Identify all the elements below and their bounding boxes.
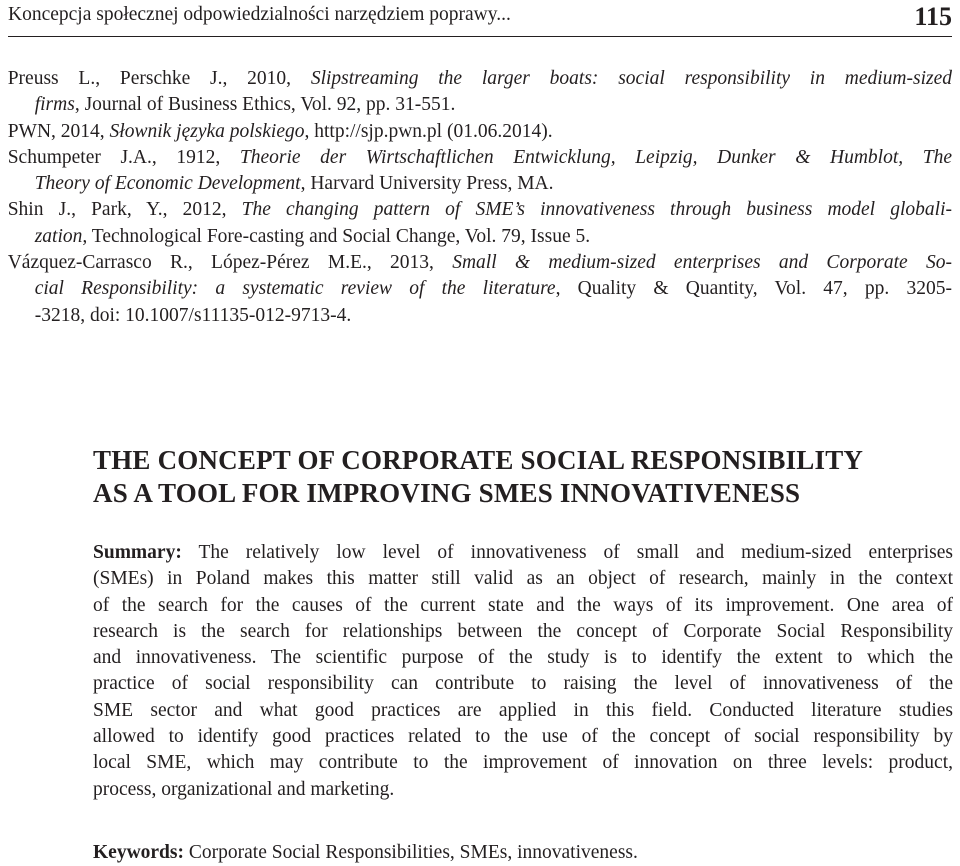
reference-line — [8, 119, 952, 145]
reference-item — [8, 119, 952, 145]
reference-authors: Preuss L., Perschke J., 2010, — [7, 68, 311, 89]
title-line: THE CONCEPT OF CORPORATE SOCIAL RESPONSIBILITY — [93, 445, 864, 475]
summary-label: Summary: — [93, 542, 182, 563]
reference-source: -3218, doi: 10.1007/s11135-012-9713-4. — [34, 304, 352, 326]
reference-item — [8, 145, 952, 198]
reference-title: Theory of Economic Development — [34, 173, 301, 195]
summary-line: practice of social responsibility can contribute to raising the level of innovativeness of the — [93, 673, 953, 695]
summary-line: SME sector and what good practices are applied in this field. Conducted literature studies — [93, 699, 953, 721]
reference-source: , Journal of Business Ethics, Vol. 92, pp. 31-551. — [74, 94, 456, 116]
reference-source: , Harvard University Press, MA. — [300, 173, 554, 195]
reference-authors: Shin J., Park, Y., 2012, — [7, 199, 242, 221]
summary-line: (SMEs) in Poland makes this matter still valid as an object of research, mainly in the context — [93, 568, 953, 590]
running-title: Koncepcja społecznej odpowiedzialności narzędziem poprawy... — [8, 4, 511, 25]
reference-authors: PWN, 2014, — [7, 120, 110, 142]
reference-line — [8, 66, 952, 92]
keywords-label: Keywords: — [93, 842, 184, 863]
reference-source: , http://sjp.pwn.pl (01.06.2014). — [304, 120, 553, 142]
reference-line — [8, 145, 952, 171]
reference-item — [8, 197, 952, 250]
summary-line: process, organizational and marketing. — [93, 778, 395, 800]
title-line: AS A TOOL FOR IMPROVING SMES INNOVATIVENESS — [93, 478, 801, 508]
article-title — [93, 444, 913, 510]
summary-line — [93, 540, 953, 566]
reference-line — [8, 224, 952, 250]
summary-paragraph — [93, 540, 953, 803]
reference-authors: Schumpeter J.A., 1912, — [7, 146, 240, 168]
reference-source: Technological Fore-casting and Social Change, Vol. 79, Issue 5. — [87, 225, 591, 247]
summary-text: The relatively low level of innovativeness of small and medium-sized enterprises — [181, 542, 953, 563]
reference-title: Slipstreaming the larger boats: social responsibility in medium-sized — [310, 68, 952, 89]
summary-line: local SME, which may contribute to the improvement of innovation on three levels: product, — [93, 752, 953, 774]
reference-line — [8, 197, 952, 223]
reference-title: cial Responsibility: a systematic review of the literature — [34, 278, 556, 300]
reference-title: Theorie der Wirtschaftlichen Entwicklung, Leipzig, Dunker & Humblot, The — [239, 146, 953, 168]
reference-title: The changing pattern of SME’s innovativeness through business model globali- — [241, 199, 952, 221]
reference-title: firms — [34, 94, 75, 116]
reference-title: Small & medium-sized enterprises and Corporate So- — [452, 252, 952, 274]
summary-line: allowed to identify good practices related to the use of the concept of social responsibility by — [93, 726, 953, 748]
reference-title: Słownik języka polskiego — [109, 120, 305, 142]
page-number: 115 — [914, 2, 952, 31]
reference-line — [8, 303, 952, 329]
reference-authors: Vázquez-Carrasco R., López-Pérez M.E., 2013, — [7, 252, 453, 274]
reference-item — [8, 250, 952, 329]
reference-title: zation, — [34, 225, 88, 247]
running-header — [8, 2, 952, 37]
summary-line: research is the search for relationships between the concept of Corporate Social Responsibility — [93, 620, 953, 642]
reference-line — [8, 171, 952, 197]
reference-line — [8, 276, 952, 302]
references-list — [8, 66, 952, 329]
reference-source: , Quality & Quantity, Vol. 47, pp. 3205- — [555, 278, 952, 300]
reference-item — [8, 66, 952, 119]
keywords-line — [93, 840, 953, 866]
keywords-text: Corporate Social Responsibilities, SMEs, innovativeness. — [184, 842, 638, 863]
summary-line: of the search for the causes of the current state and the ways of its improvement. One area of — [93, 594, 953, 616]
summary-line: and innovativeness. The scientific purpose of the study is to identify the extent to which the — [93, 647, 953, 669]
reference-line — [8, 250, 952, 276]
reference-line — [8, 92, 952, 118]
